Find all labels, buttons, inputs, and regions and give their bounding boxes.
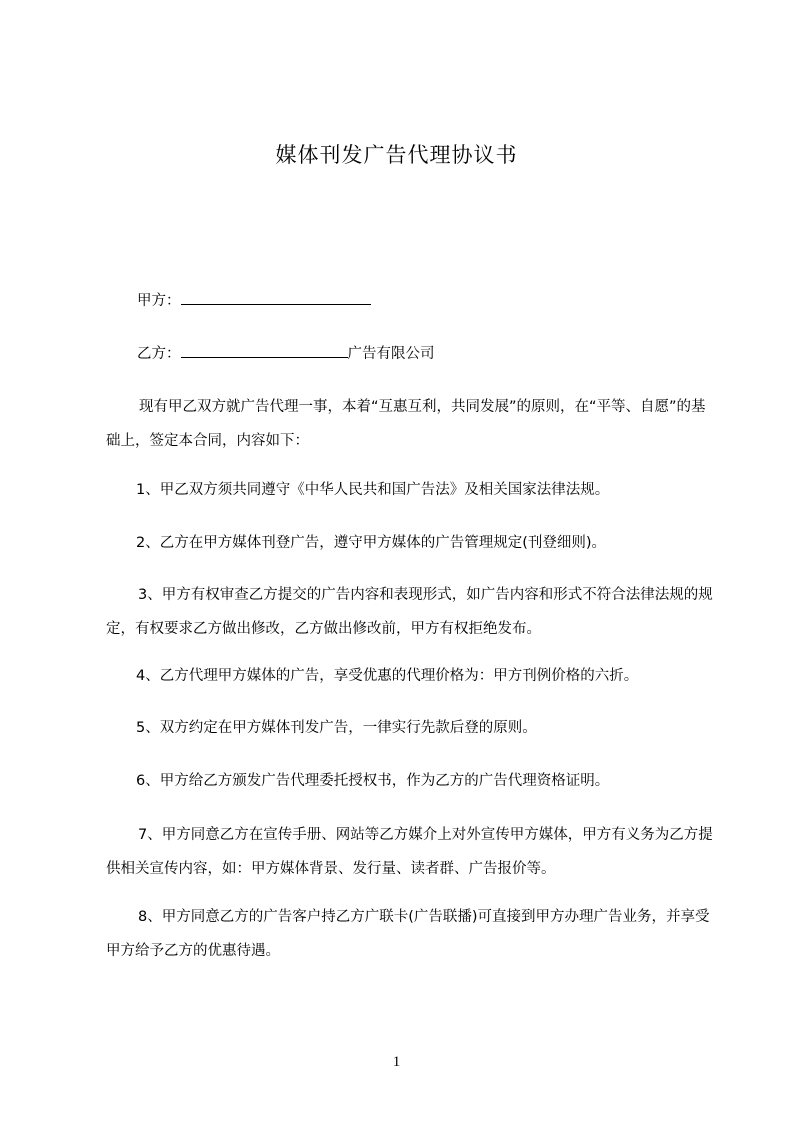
clause-6: 6、甲方给乙方颁发广告代理委托授权书，作为乙方的广告代理资格证明。 bbox=[136, 773, 610, 789]
party-b-label: 乙方： bbox=[137, 346, 181, 362]
party-b-suffix: 广告有限公司 bbox=[347, 346, 435, 362]
party-b-blank bbox=[181, 343, 348, 358]
party-a-label: 甲方： bbox=[137, 293, 181, 309]
page-number: 1 bbox=[392, 1054, 401, 1070]
clause-4: 4、乙方代理甲方媒体的广告，享受优惠的代理价格为：甲方刊例价格的六折。 bbox=[136, 668, 639, 684]
clause-8: 8、甲方同意乙方的广告客户持乙方广联卡(广告联播)可直接到甲方办理广告业务，并享受甲方给予乙方的优惠待遇。 bbox=[106, 909, 710, 959]
party-b-line bbox=[137, 343, 435, 365]
clause-2: 2、乙方在甲方媒体刊登广告，遵守甲方媒体的广告管理规定(刊登细则)。 bbox=[136, 535, 607, 551]
intro-paragraph: 现有甲乙双方就广告代理一事，本着“互惠互利，共同发展”的原则，在“平等、自愿”的基础上，签定本合同，内容如下： bbox=[106, 399, 706, 449]
party-a-line bbox=[137, 290, 371, 312]
clause-1: 1、甲乙双方须共同遵守《中华人民共和国广告法》及相关国家法律法规。 bbox=[136, 482, 610, 498]
clause-5: 5、双方约定在甲方媒体刊发广告，一律实行先款后登的原则。 bbox=[136, 720, 537, 736]
party-a-blank bbox=[181, 290, 371, 305]
clause-3: 3、甲方有权审查乙方提交的广告内容和表现形式，如广告内容和形式不符合法律法规的规定，有权要求乙方做出修改，乙方做出修改前，甲方有权拒绝发布。 bbox=[106, 587, 713, 637]
document-title: 媒体刊发广告代理协议书 bbox=[275, 143, 518, 167]
clause-7: 7、甲方同意乙方在宣传手册、网站等乙方媒介上对外宣传甲方媒体，甲方有义务为乙方提供相关宣传内容，如：甲方媒体背景、发行量、读者群、广告报价等。 bbox=[106, 827, 713, 877]
